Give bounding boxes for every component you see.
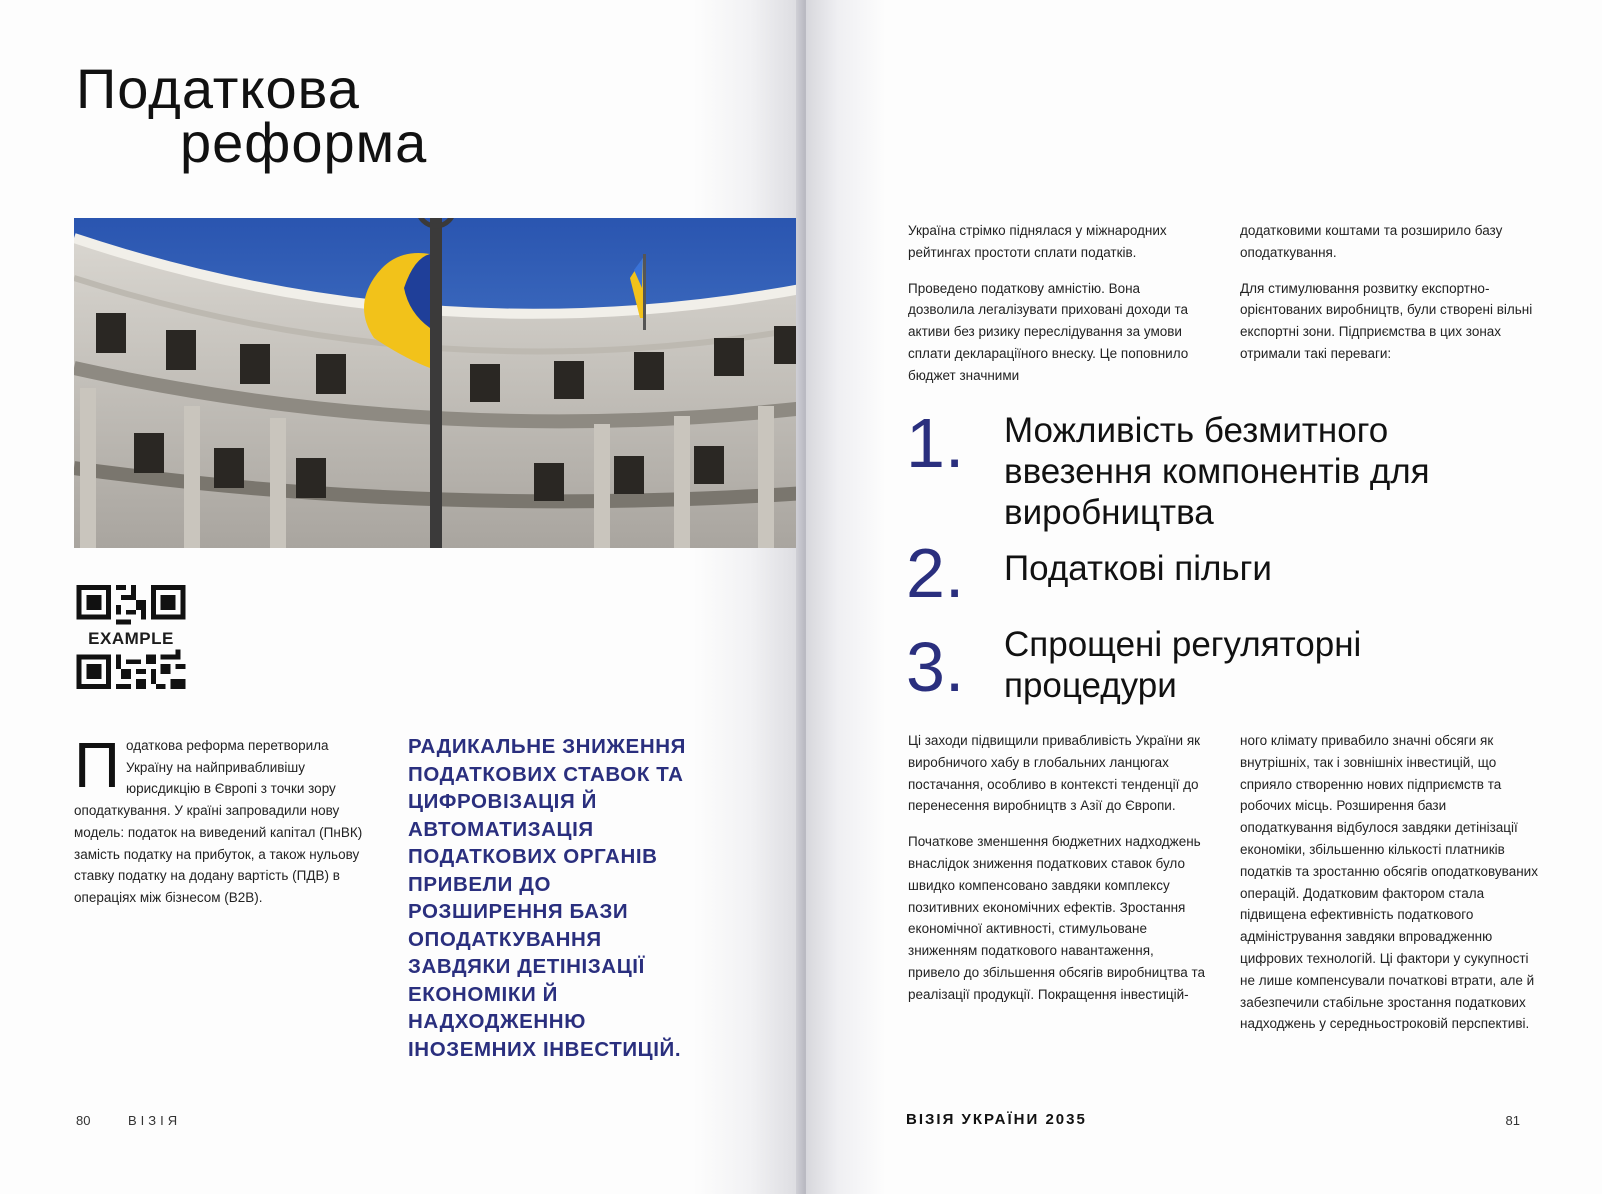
paragraph: ного клімату привабило значні обсяги як внутрішніх, так і зовнішніх інвестицій, що сприяло створенню нових підприємств та робочих місць. Розширення бази оподаткування відбулося завдяки детінізації економіки, збільшенню кількості платників податків та зростанню обсягів оподатковуваних операцій. Додатковим фактором стала підвищена ефективність податкового адміністрування завдяки впровадженню цифрових технологій. Ці фактори у сукупності не лише компенсували початкові втрати, але й забезпечили стабільне зростання податкових надходжень у середньостроковій перспективі. [1240,733,1538,1032]
list-item-2 [906,534,1544,612]
list-number: 3. [906,628,965,706]
text-column-1 [908,220,1208,401]
right-page [806,0,1602,1194]
building-flag-photo [74,218,806,548]
running-head-left: ВІЗІЯ [128,1113,182,1128]
page-number-left: 80 [76,1113,91,1128]
page-title [76,57,428,174]
list-text: Можливість безмитного ввезення компонентів для виробництва [1004,411,1430,532]
text-column-3 [908,730,1208,1020]
list-number: 2. [906,534,965,612]
page-number-right: 81 [1505,1113,1520,1128]
list-number: 1. [906,404,965,482]
paragraph: Проведено податкову амністію. Вона дозволила легалізувати приховані доходи та активи без ризику переслідування за умови сплати деклараціїного внеску. Це поповнило бюджет значними [908,280,1189,383]
lead-paragraph [74,729,374,909]
paragraph: Для стимулювання розвитку експортно-орієнтованих виробництв, були створені вільні експортні зони. Підприємства в цих зонах отримали такі переваги: [1240,280,1533,361]
title-line-2: реформа [180,111,428,174]
list-text: Податкові пільги [1004,549,1272,588]
paragraph: Початкове зменшення бюджетних надходжень внаслідок зниження податкових ставок було швидко компенсовано завдяки комплексу позитивних економічних ефектів. Зростання економічної активності, стимульоване зниженням податкового навантаження, привело до збільшення обсягів виробництва та реалізації продукції. Покращення інвестицій- [908,834,1206,1002]
paragraph: додатковими коштами та розширило базу оподаткування. [1240,223,1503,260]
paragraph: Ці заходи підвищили привабливість України як виробничого хабу в глобальних ланцюгах постачання, особливо в контексті тенденції до перенесення виробництв з Азії до Європи. [908,733,1201,814]
title-line-1: Податкова [76,57,360,120]
list-item-3 [906,624,1504,706]
text-column-2 [1240,220,1540,379]
list-item-1 [906,404,1544,533]
lead-text: одаткова реформа перетворила Україну на найпривабливішу юрисдикцію в Європі з точки зору оподаткування. У країні запровадили нову модель: податок на виведений капітал (ПнВК) замість податку на прибуток, а також нульову ставку податку на додану вартість (ПДВ) в операціях між бізнесом (B2B). [74,738,363,905]
list-text: Спрощені регуляторні процедури [1004,625,1362,705]
running-head-right: ВІЗІЯ УКРАЇНИ 2035 [906,1111,1087,1128]
drop-cap: П [74,729,120,801]
pull-quote: РАДИКАЛЬНЕ ЗНИЖЕННЯ ПОДАТКОВИХ СТАВОК ТА ЦИФРОВІЗАЦІЯ Й АВТОМАТИЗАЦІЯ ПОДАТКОВИХ ОРГАНІВ ПРИВЕЛИ ДО РОЗШИРЕННЯ БАЗИ ОПОДАТКУВАННЯ ЗАВДЯКИ ДЕТІНІЗАЦІЇ ЕКОНОМІКИ Й НАДХОДЖЕННЮ ІНОЗЕМНИХ ІНВЕСТИЦІЙ. [408,735,686,1061]
paragraph: Україна стрімко піднялася у міжнародних рейтингах простоти сплати податків. [908,223,1167,260]
qr-example-label: EXAMPLE [76,630,186,648]
text-column-4 [1240,730,1540,1049]
